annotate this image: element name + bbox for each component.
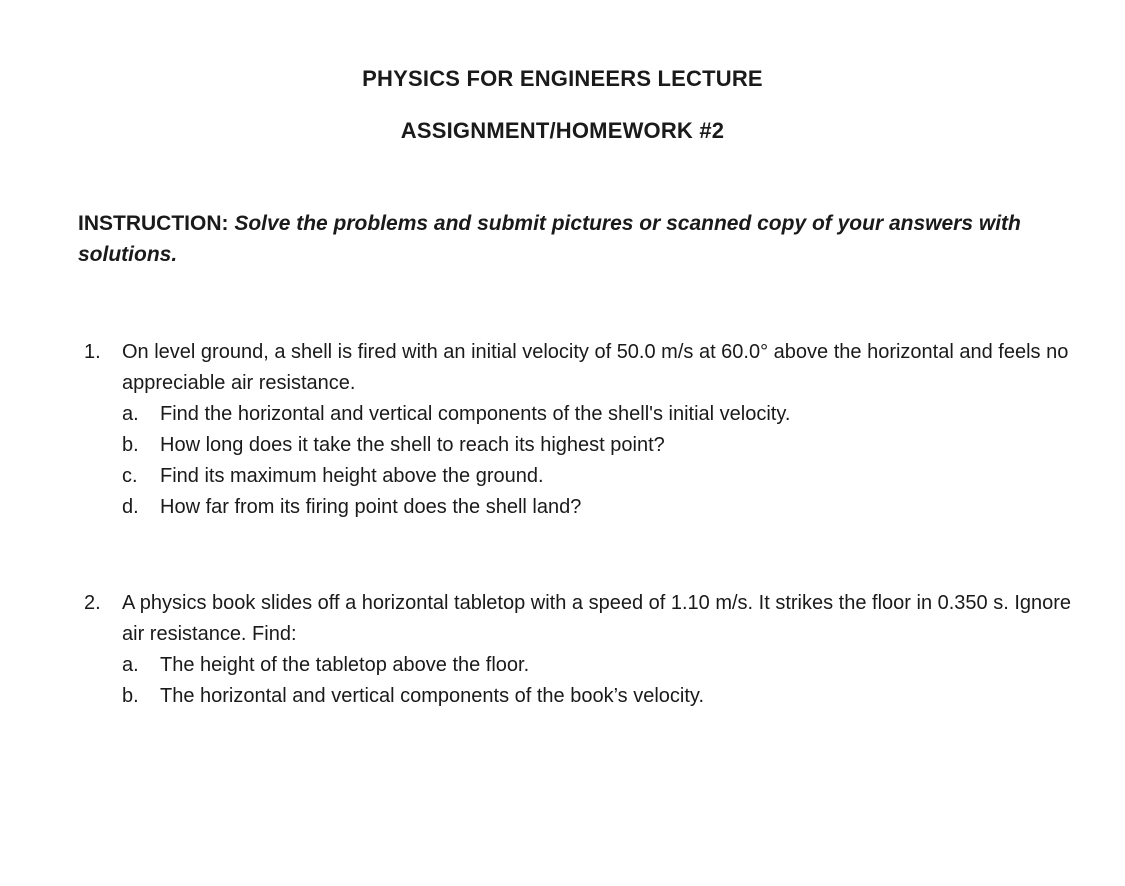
problem-2-part-b [84, 681, 1074, 712]
problem-1-part-b [84, 430, 1074, 461]
problem-2-number: 2. [84, 592, 101, 614]
problem-1-statement [84, 337, 1074, 399]
part-text: Find the horizontal and vertical components of the shell's initial velocity. [160, 403, 791, 425]
part-letter: a. [122, 654, 139, 676]
part-text: How long does it take the shell to reach its highest point? [160, 434, 665, 456]
problem-1-parts [84, 399, 1074, 523]
part-letter: d. [122, 496, 139, 518]
problem-1 [84, 337, 1074, 523]
part-text: The height of the tabletop above the floor. [160, 654, 530, 676]
part-letter: b. [122, 434, 139, 456]
problem-2-parts [84, 650, 1074, 712]
problem-1-number: 1. [84, 341, 101, 363]
document-title: PHYSICS FOR ENGINEERS LECTURE [362, 66, 763, 91]
instruction-paragraph [78, 208, 1078, 270]
part-text: Find its maximum height above the ground. [160, 465, 544, 487]
instruction-text: Solve the problems and submit pictures or scanned copy of your answers with solutions. [78, 212, 1021, 266]
problem-1-part-d [84, 492, 1074, 523]
part-letter: b. [122, 685, 139, 707]
document-subtitle: ASSIGNMENT/HOMEWORK #2 [400, 118, 725, 143]
instruction-label: INSTRUCTION: [78, 212, 229, 235]
problem-2-part-a [84, 650, 1074, 681]
problem-1-text: On level ground, a shell is fired with an initial velocity of 50.0 m/s at 60.0° above the horizontal and feels no appreciable air resistance. [122, 341, 1069, 394]
problem-1-part-a [84, 399, 1074, 430]
problem-1-part-c [84, 461, 1074, 492]
part-letter: c. [122, 465, 138, 487]
part-letter: a. [122, 403, 139, 425]
part-text: How far from its firing point does the shell land? [160, 496, 582, 518]
problem-2-text: A physics book slides off a horizontal tabletop with a speed of 1.10 m/s. It strikes the floor in 0.350 s. Ignore air resistance. Find: [122, 592, 1072, 645]
problem-2 [84, 588, 1074, 712]
problem-2-statement [84, 588, 1074, 650]
part-text: The horizontal and vertical components of the book’s velocity. [160, 685, 705, 707]
